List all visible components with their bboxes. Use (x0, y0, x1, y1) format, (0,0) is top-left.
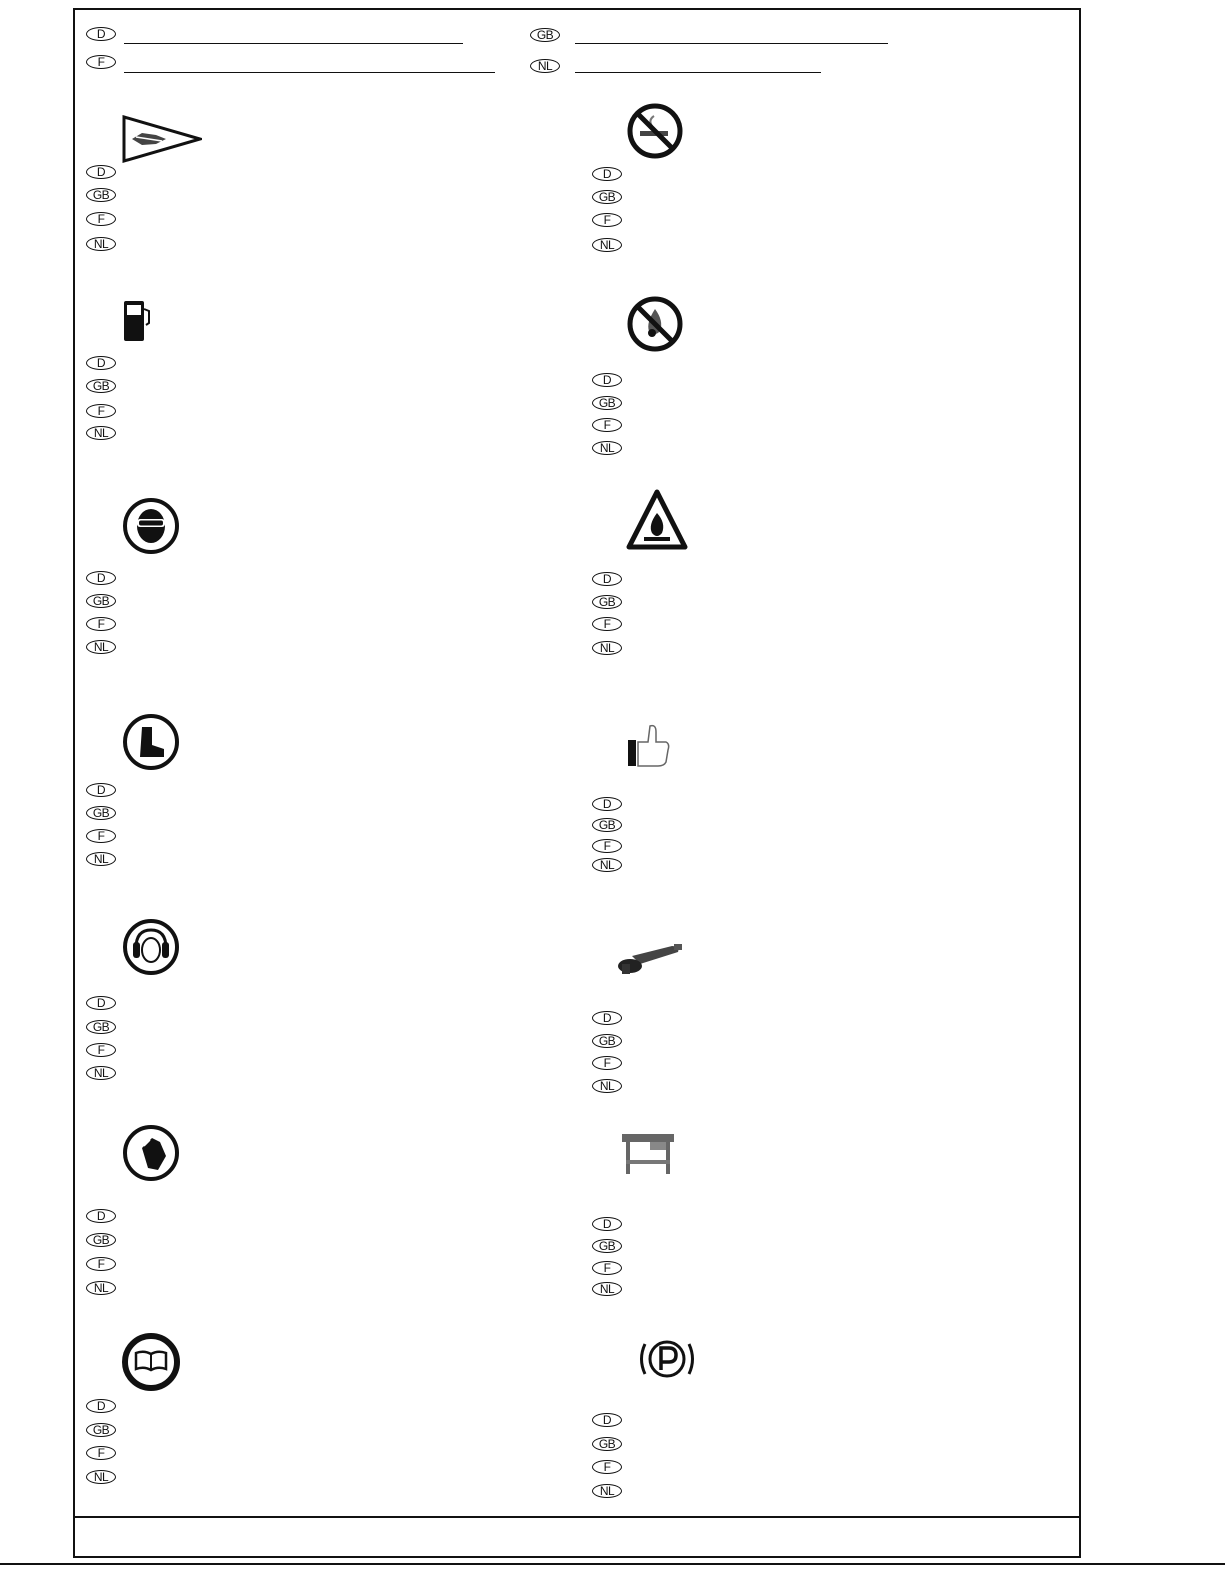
lang-badge-nl: NL (592, 641, 622, 655)
lang-badge-d: D (592, 797, 622, 811)
lang-badge-nl: NL (592, 1484, 622, 1498)
lang-badge-gb: GB (592, 818, 622, 832)
lang-badge-f: F (86, 1043, 116, 1057)
handshake-pennant-icon (122, 115, 202, 163)
lang-badge-nl: NL (592, 858, 622, 872)
lang-badge-d: D (86, 356, 116, 370)
lang-badge-f: F (86, 1257, 116, 1271)
lang-badge-d: D (592, 373, 622, 387)
thumbs-up-icon (626, 720, 672, 768)
lang-badge-f: F (592, 213, 622, 227)
lang-badge-gb: GB (592, 1239, 622, 1253)
flammable-warning-icon (626, 489, 688, 551)
lang-badge-gb: GB (86, 188, 116, 202)
no-open-flame-icon (626, 295, 684, 353)
read-manual-icon (122, 1333, 180, 1391)
lang-badge-nl: NL (86, 426, 116, 440)
lang-badge-f: F (592, 617, 622, 631)
lang-badge-d: D (592, 1011, 622, 1025)
lang-badge-gb: GB (86, 806, 116, 820)
lang-badge-nl: NL (592, 441, 622, 455)
fuel-pump-icon (122, 299, 154, 343)
lang-badge-f: F (592, 418, 622, 432)
lang-badge-f: F (592, 1056, 622, 1070)
lang-badge-d: D (592, 572, 622, 586)
lang-badge-d: D (592, 167, 622, 181)
protective-gloves-icon (122, 1124, 180, 1182)
safety-boots-icon (122, 713, 180, 771)
lang-badge-f: F (86, 829, 116, 843)
lang-badge-f: F (86, 404, 116, 418)
lang-badge-nl: NL (86, 1470, 116, 1484)
lang-badge-gb: GB (86, 1233, 116, 1247)
lang-badge-d: D (592, 1217, 622, 1231)
title-line-d (124, 43, 463, 44)
lang-badge-nl: NL (592, 238, 622, 252)
lang-badge-nl: NL (86, 852, 116, 866)
no-smoking-icon (626, 102, 684, 160)
lang-badge-d: D (86, 1399, 116, 1413)
lang-badge-gb: GB (86, 1020, 116, 1034)
lang-badge-nl: NL (86, 237, 116, 251)
lang-badge-gb: GB (592, 190, 622, 204)
lang-badge-gb: GB (86, 379, 116, 393)
footer-divider (73, 1516, 1081, 1518)
lang-badge-nl: NL (592, 1079, 622, 1093)
lang-badge-nl: NL (86, 1281, 116, 1295)
lang-badge-nl: NL (592, 1282, 622, 1296)
lang-badge-gb: GB (86, 1423, 116, 1437)
lang-badge-d: D (86, 165, 116, 179)
lang-badge-gb: GB (86, 594, 116, 608)
lang-badge-f: F (86, 617, 116, 631)
lang-badge-d: D (86, 571, 116, 585)
lang-badge-nl: NL (530, 59, 560, 73)
lang-badge-f: F (86, 55, 116, 69)
ear-protection-icon (122, 918, 180, 976)
lang-badge-d: D (592, 1413, 622, 1427)
lang-badge-gb: GB (592, 396, 622, 410)
bottom-rule (0, 1563, 1225, 1565)
parking-brake-icon (636, 1336, 698, 1382)
lang-badge-d: D (86, 783, 116, 797)
angle-grinder-icon (612, 938, 684, 980)
lang-badge-f: F (592, 1261, 622, 1275)
lang-badge-nl: NL (86, 1066, 116, 1080)
lang-badge-gb: GB (530, 28, 560, 42)
page-frame (73, 8, 1081, 1558)
title-line-f (124, 72, 495, 73)
lang-badge-d: D (86, 27, 116, 41)
workbench-icon (620, 1130, 676, 1176)
lang-badge-f: F (592, 1460, 622, 1474)
lang-badge-d: D (86, 1209, 116, 1223)
lang-badge-f: F (592, 839, 622, 853)
lang-badge-f: F (86, 212, 116, 226)
title-line-nl (575, 72, 821, 73)
title-line-gb (575, 43, 888, 44)
lang-badge-nl: NL (86, 640, 116, 654)
lang-badge-d: D (86, 996, 116, 1010)
lang-badge-gb: GB (592, 1437, 622, 1451)
safety-goggles-icon (122, 497, 180, 555)
lang-badge-f: F (86, 1446, 116, 1460)
lang-badge-gb: GB (592, 1034, 622, 1048)
lang-badge-gb: GB (592, 595, 622, 609)
